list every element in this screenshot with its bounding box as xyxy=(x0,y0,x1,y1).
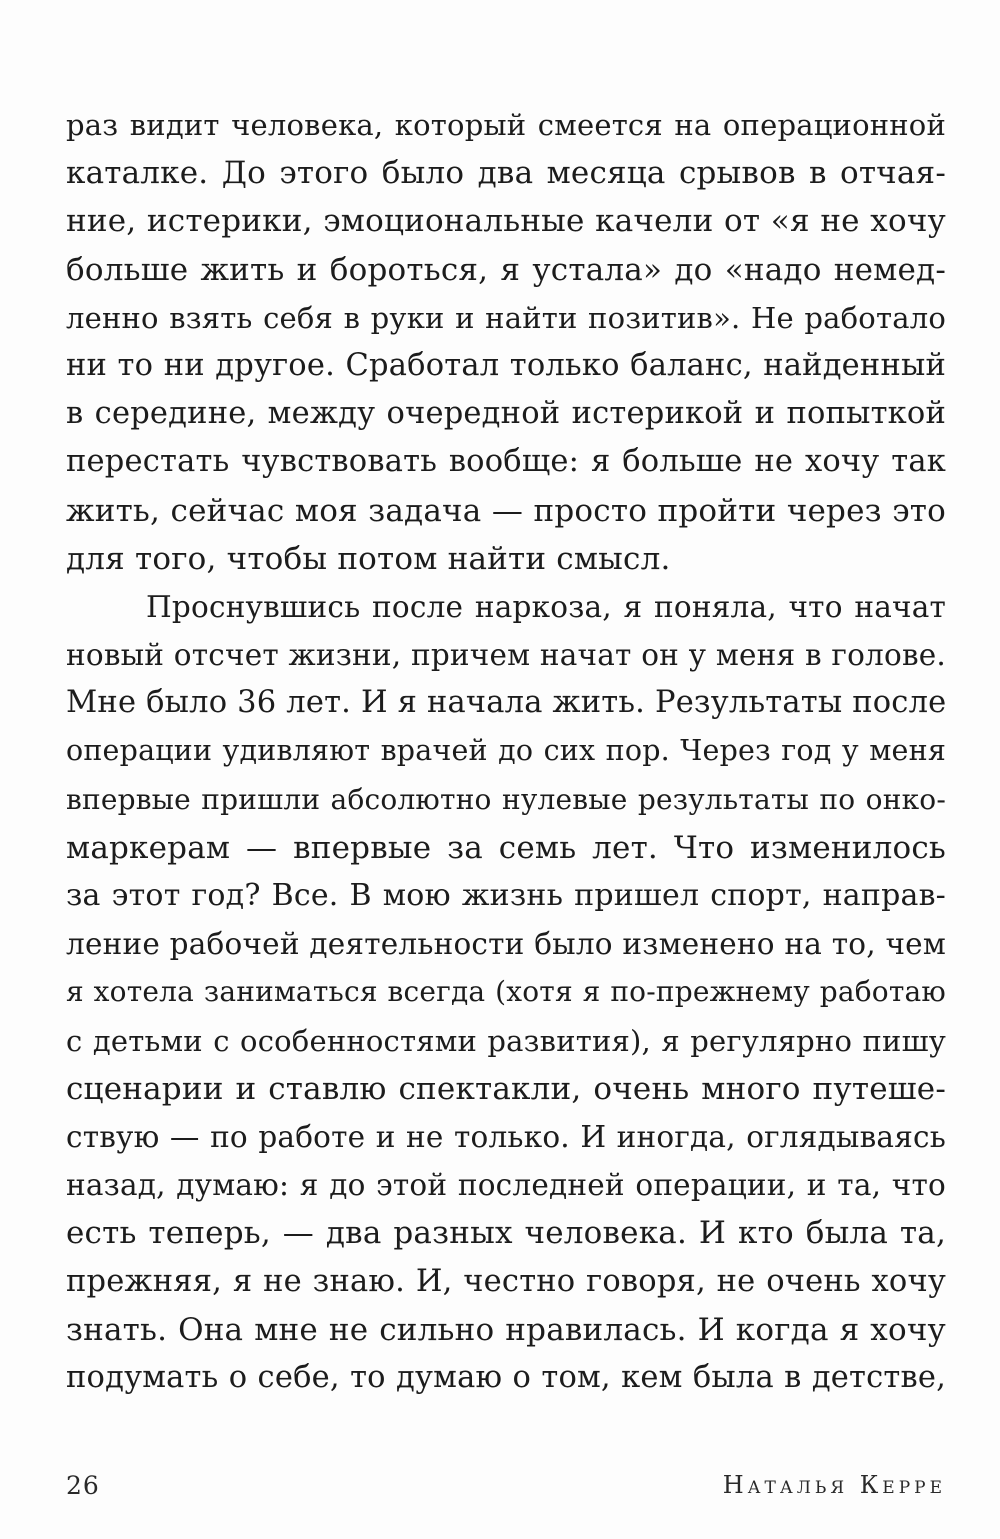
text-line: в середине, между очередной истерикой и попыткой xyxy=(66,396,946,432)
text-line: знать. Она мне не сильно нравилась. И когда я хочу xyxy=(66,1311,946,1348)
text-line: раз видит человека, который смеется на операционной xyxy=(66,108,946,142)
text-line: ни то ни другое. Сработал только баланс, найденный xyxy=(66,347,946,383)
text-line: перестать чувствовать вообще: я больше не хочу так xyxy=(66,444,946,480)
text-line: ление рабочей деятельности было изменено на то, чем xyxy=(66,927,946,962)
text-line: ствую — по работе и не только. И иногда, оглядываясь xyxy=(66,1119,946,1154)
text-line: ленно взять себя в руки и найти позитив». Не работало xyxy=(66,300,946,335)
text-line: каталке. До этого было два месяца срывов в отчая- xyxy=(66,155,946,192)
text-line: подумать о себе, то думаю о том, кем была в детстве, xyxy=(66,1359,946,1395)
text-line: операции удивляют врачей до сих пор. Через год у меня xyxy=(66,734,946,768)
text-line: с детьми с особенностями развития), я регулярно пишу xyxy=(66,1023,946,1058)
text-line: сценарии и ставлю спектакли, очень много путеше- xyxy=(66,1070,946,1107)
body-text xyxy=(66,101,946,1402)
text-line: прежняя, я не знаю. И, честно говоря, не очень хочу xyxy=(66,1263,946,1299)
text-line: есть теперь, — два разных человека. И кто была та, xyxy=(66,1215,946,1252)
page-number: 26 xyxy=(66,1471,100,1500)
text-line: новый отсчет жизни, причем начат он у меня в голове. xyxy=(66,638,946,673)
text-line: за этот год? Все. В мою жизнь пришел спорт, направ- xyxy=(66,878,946,913)
text-line: для того, чтобы потом найти смысл. xyxy=(66,540,671,577)
text-line: впервые пришли абсолютно нулевые результаты по онко- xyxy=(66,782,946,816)
running-author: Наталья Керре xyxy=(722,1471,946,1499)
text-line: Мне было 36 лет. И я начала жить. Результаты после xyxy=(66,685,947,721)
text-line: больше жить и бороться, я устала» до «надо немед- xyxy=(66,251,946,288)
text-line-paragraph-start: Проснувшись после наркоза, я поняла, что начат xyxy=(146,589,946,624)
text-line: маркерам — впервые за семь лет. Что изменилось xyxy=(66,829,946,866)
text-line: я хотела заниматься всегда (хотя я по-прежнему работаю xyxy=(66,975,946,1009)
text-line: ние, истерики, эмоциональные качели от «я не хочу xyxy=(66,203,946,240)
text-line: назад, думаю: я до этой последней операции, и та, что xyxy=(66,1168,946,1203)
page-footer xyxy=(66,1471,946,1505)
text-line: жить, сейчас моя задача — просто пройти через это xyxy=(66,492,946,529)
